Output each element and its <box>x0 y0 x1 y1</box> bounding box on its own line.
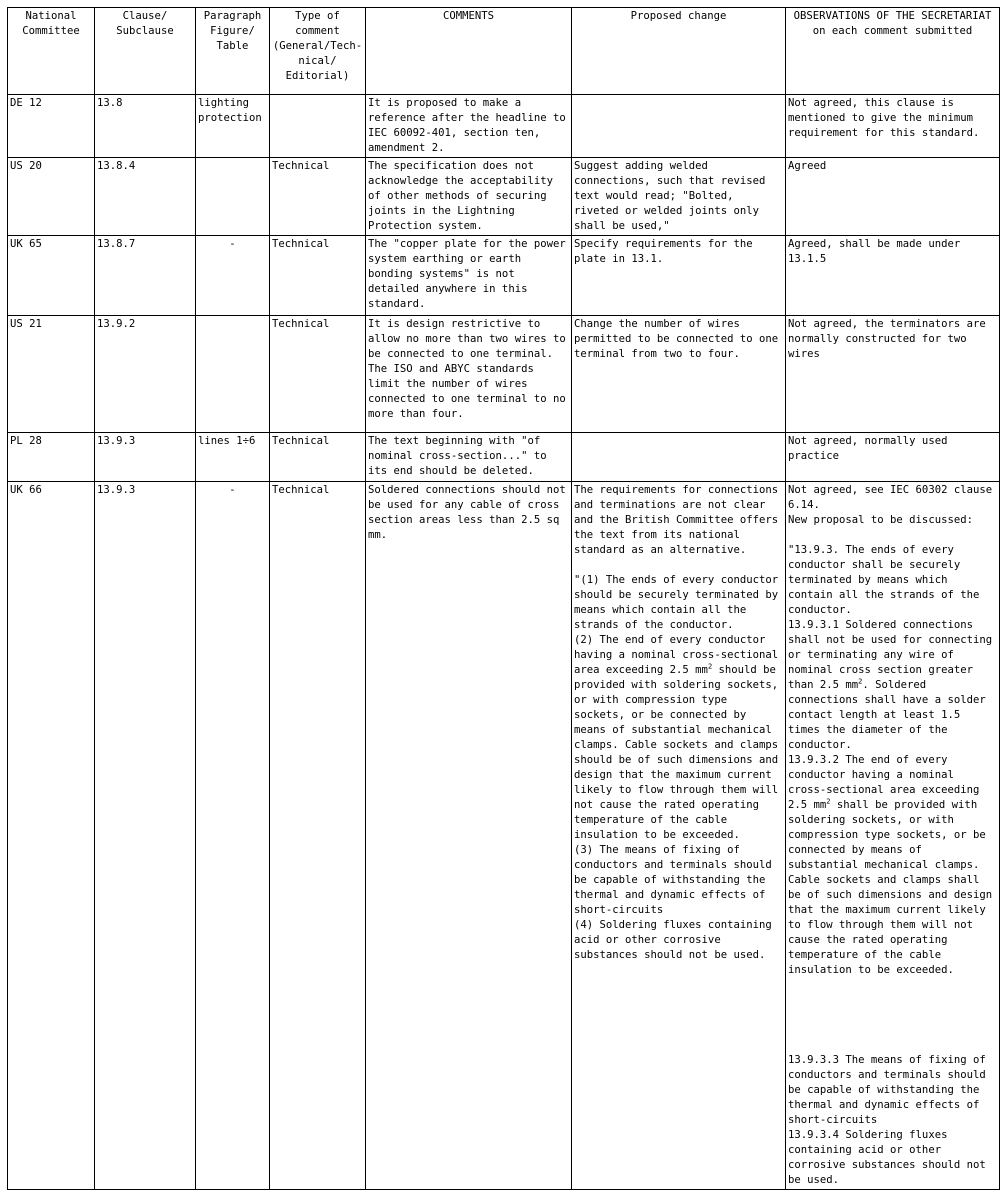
proposed-point-1: "(1) The ends of every conductor should be securely terminated by means which contain all the strands of the conductor. <box>574 574 779 631</box>
type-cell <box>270 95 366 158</box>
proposed-change-cell: Suggest adding welded connections, such that revised text would read; "Bolted, riveted or welded joints only shall be used," <box>572 158 786 236</box>
comment-cell: It is design restrictive to allow no more than two wires to be connected to one terminal. The ISO and ABYC standards limit the number of wires connected to one terminal to no more than four. <box>366 316 572 433</box>
observation-13-9-3: "13.9.3. The ends of every conductor shall be securely terminated by means which contain all the strands of the conductor. <box>788 544 980 616</box>
national-committee-cell: UK 65 <box>8 236 95 316</box>
table-row <box>8 158 1000 236</box>
header-type: Type of comment (General/Tech- nical/ Editorial) <box>270 8 366 95</box>
type-cell: Technical <box>270 236 366 316</box>
comment-cell: Soldered connections should not be used for any cable of cross section areas less than 2.5 sq mm. <box>366 482 572 1190</box>
clause-cell: 13.8 <box>95 95 196 158</box>
national-committee-cell: US 21 <box>8 316 95 433</box>
proposed-change-cell <box>572 95 786 158</box>
observation-13-9-3-1: 13.9.3.1 Soldered connections shall not be used for connecting or terminating any wire of nominal cross section greater than 2.5 $mm^2$. Soldered connections shall have a solder contact length at least 1.5 times the diameter of the conductor. <box>788 619 993 751</box>
header-national-committee: National Committee <box>8 8 95 95</box>
header-paragraph: Paragraph Figure/ Table <box>196 8 270 95</box>
observation-13-9-3-2: 13.9.3.2 The end of every conductor having a nominal cross-sectional area exceeding 2.5 $mm^2$ shall be provided with soldering sockets, or with compression type sockets, or be connected by means of substantial mechanical clamps. Cable sockets and clamps shall be of such dimensions and design that the maximum current likely to flow through them will not cause the rated operating temperature of the cable insulation to be exceeded. <box>788 754 993 976</box>
table-row <box>8 433 1000 482</box>
national-committee-cell: DE 12 <box>8 95 95 158</box>
table-row <box>8 95 1000 158</box>
comment-cell: It is proposed to make a reference after the headline to IEC 60092-401, section ten, amendment 2. <box>366 95 572 158</box>
clause-cell: 13.9.3 <box>95 433 196 482</box>
observation-cell: Agreed <box>786 158 1000 236</box>
observation-cell: Not agreed, the terminators are normally constructed for two wires <box>786 316 1000 433</box>
header-observations: OBSERVATIONS OF THE SECRETARIAT on each comment submitted <box>786 8 1000 95</box>
paragraph-cell: - <box>196 236 270 316</box>
table-row <box>8 482 1000 1190</box>
proposed-point-2: (2) The end of every conductor having a nominal cross-sectional area exceeding 2.5 $mm^2$ should be provided with soldering sockets, or with compression type sockets, or be connected by means of substantial mechanical clamps. Cable sockets and clamps should be of such dimensions and design that the maximum current likely to flow through them will not cause the rated operating temperature of the cable insulation to be exceeded. <box>574 634 779 841</box>
clause-cell: 13.9.2 <box>95 316 196 433</box>
paragraph-cell <box>196 316 270 433</box>
header-row <box>8 8 1000 95</box>
comment-cell: The "copper plate for the power system earthing or earth bonding systems" is not detailed anywhere in this standard. <box>366 236 572 316</box>
national-committee-cell: UK 66 <box>8 482 95 1190</box>
proposed-point-3: (3) The means of fixing of conductors and terminals should be capable of withstanding the thermal and dynamic effects of short-circuits <box>574 844 772 916</box>
proposed-intro: The requirements for connections and terminations are not clear and the British Committee offers the text from its national standard as an alternative. <box>574 484 779 556</box>
observation-cell: Not agreed, normally used practice <box>786 433 1000 482</box>
table-row <box>8 316 1000 433</box>
type-cell: Technical <box>270 482 366 1190</box>
comments-table <box>7 7 1000 1190</box>
observation-cell: Not agreed, this clause is mentioned to give the minimum requirement for this standard. <box>786 95 1000 158</box>
observation-cell <box>786 482 1000 1190</box>
national-committee-cell: PL 28 <box>8 433 95 482</box>
proposed-change-cell <box>572 482 786 1190</box>
observation-cell: Agreed, shall be made under 13.1.5 <box>786 236 1000 316</box>
type-cell: Technical <box>270 316 366 433</box>
header-comments: COMMENTS <box>366 8 572 95</box>
paragraph-cell: lighting protection <box>196 95 270 158</box>
proposed-change-cell: Change the number of wires permitted to be connected to one terminal from two to four. <box>572 316 786 433</box>
proposed-change-cell: Specify requirements for the plate in 13.1. <box>572 236 786 316</box>
comment-cell: The text beginning with "of nominal cross-section..." to its end should be deleted. <box>366 433 572 482</box>
table-row <box>8 236 1000 316</box>
clause-cell: 13.9.3 <box>95 482 196 1190</box>
observation-new-proposal: New proposal to be discussed: <box>788 514 973 526</box>
national-committee-cell: US 20 <box>8 158 95 236</box>
comment-cell: The specification does not acknowledge the acceptability of other methods of securing joints in the Lightning Protection system. <box>366 158 572 236</box>
observation-13-9-3-3: 13.9.3.3 The means of fixing of conductors and terminals should be capable of withstanding the thermal and dynamic effects of short-circuits <box>788 1054 986 1126</box>
header-proposed-change: Proposed change <box>572 8 786 95</box>
paragraph-cell: - <box>196 482 270 1190</box>
observation-verdict: Not agreed, see IEC 60302 clause 6.14. <box>788 484 993 511</box>
proposed-point-4: (4) Soldering fluxes containing acid or other corrosive substances should not be used. <box>574 919 772 961</box>
paragraph-cell <box>196 158 270 236</box>
observation-13-9-3-4: 13.9.3.4 Soldering fluxes containing acid or other corrosive substances should not be used. <box>788 1129 986 1186</box>
clause-cell: 13.8.4 <box>95 158 196 236</box>
clause-cell: 13.8.7 <box>95 236 196 316</box>
proposed-change-cell <box>572 433 786 482</box>
paragraph-cell: lines 1÷6 <box>196 433 270 482</box>
header-clause: Clause/ Subclause <box>95 8 196 95</box>
type-cell: Technical <box>270 433 366 482</box>
type-cell: Technical <box>270 158 366 236</box>
